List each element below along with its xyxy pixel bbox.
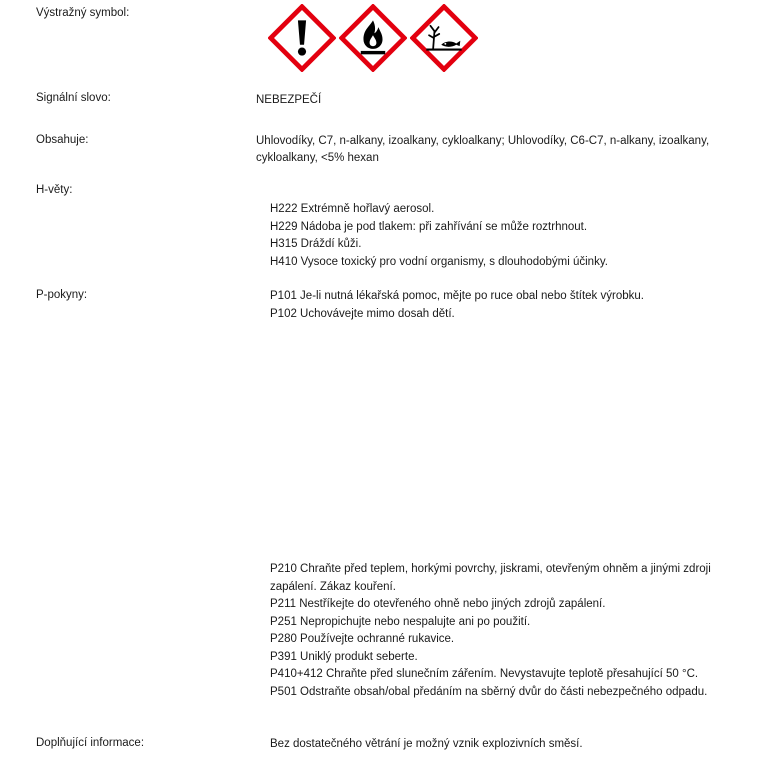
ghs07-exclamation-mark-icon	[268, 4, 336, 72]
h-statement: H229 Nádoba je pod tlakem: při zahřívání se může roztrhnout.	[270, 220, 588, 233]
p-statement: P251 Nepropichujte nebo nespalujte ani po použití.	[270, 615, 531, 628]
h-statement: H315 Dráždí kůži.	[270, 238, 362, 250]
contains-label: Obsahuje:	[36, 134, 89, 146]
contains-value: Uhlovodíky, C7, n-alkany, izoalkany, cykloalkany; Uhlovodíky, C6-C7, n-alkany, izoalkany, cykloalkany, <5% hexan	[256, 135, 710, 164]
p-statements-label: P-pokyny:	[36, 289, 88, 301]
p-statement: P102 Uchovávejte mimo dosah dětí.	[270, 307, 455, 320]
p-statement: P501 Odstraňte obsah/obal předáním na sběrný dvůr do části nebezpečného odpadu.	[270, 685, 708, 698]
p-statement: P410+412 Chraňte před slunečním zářením. Nevystavujte teplotě přesahující 50 °C.	[270, 668, 699, 680]
p-statement: P101 Je-li nutná lékařská pomoc, mějte po ruce obal nebo štítek výrobku.	[270, 290, 644, 302]
additional-info-label: Doplňující informace:	[36, 737, 145, 749]
h-statement: H410 Vysoce toxický pro vodní organismy, s dlouhodobými účinky.	[270, 255, 608, 268]
p-statement: P210 Chraňte před teplem, horkými povrchy, jiskrami, otevřeným ohněm a jinými zdroji zapálení. Zákaz kouření.	[270, 563, 711, 593]
p-statement: P391 Uniklý produkt seberte.	[270, 650, 418, 663]
signal-word-value: NEBEZPEČÍ	[256, 94, 322, 106]
p-statements-general-list	[270, 288, 746, 323]
ghs09-environment-icon	[410, 4, 478, 72]
h-statements-label: H-věty:	[36, 184, 73, 196]
h-statement: H222 Extrémně hořlavý aerosol.	[270, 203, 435, 215]
p-statements-specific-list	[270, 561, 746, 701]
ghs02-flame-icon	[339, 4, 407, 72]
warning-symbol-label: Výstražný symbol:	[36, 7, 130, 19]
p-statement: P280 Používejte ochranné rukavice.	[270, 633, 455, 645]
ghs-pictograms	[268, 4, 478, 72]
additional-info-value: Bez dostatečného větrání je možný vznik explozivních směsí.	[270, 738, 583, 750]
h-statements-list	[270, 201, 746, 271]
signal-word-label: Signální slovo:	[36, 92, 111, 104]
p-statement: P211 Nestříkejte do otevřeného ohně nebo jiných zdrojů zapálení.	[270, 598, 606, 610]
